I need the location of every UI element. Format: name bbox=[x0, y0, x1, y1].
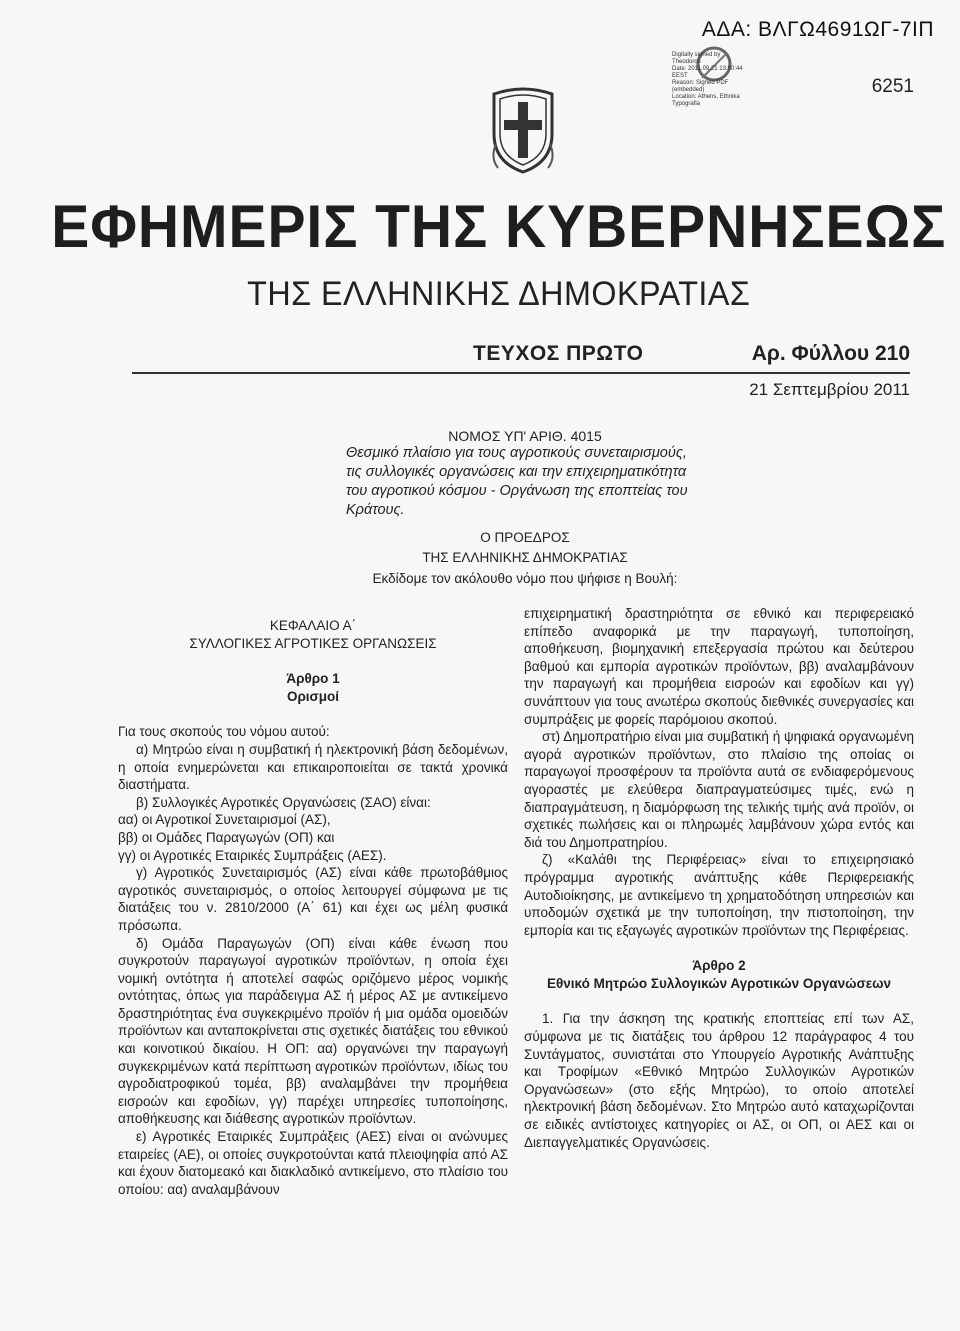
gazette-subtitle: ΤΗΣ ΕΛΛΗΝΙΚΗΣ ΔΗΜΟΚΡΑΤΙΑΣ bbox=[247, 275, 751, 313]
issue-label: ΤΕΥΧΟΣ ΠΡΩΤΟ bbox=[473, 342, 644, 365]
sig-line: Location: Athens, Ethnika bbox=[672, 94, 740, 100]
paragraph: στ) Δημοπρατήριο είναι μια συμβατική ή ψηφιακά οργανωμένη αγορά αγροτικών προϊόντων, στο πλαίσιο της οποίας οι παραγωγοί προσφέρουν τα προϊόντα αυτά σε ενδιαφερόμενους αγοραστές με ελεύθερα διαπραγματεύσιμες τιμές, ενώ η διαπραγμάτευση, η διαμόρφωση της τελικής τιμής ανά προϊόν, οι σχετικές πωλήσεις και οι πληρωμές λαμβάνουν χώρα εντός και διά του Δημοπρατηρίου. bbox=[524, 729, 914, 850]
ada-code: ΑΔΑ: ΒΛΓΩ4691ΩΓ-7ΙΠ bbox=[701, 18, 934, 41]
paragraph: Για τους σκοπούς του νόμου αυτού: bbox=[118, 724, 330, 740]
greek-coat-of-arms-icon bbox=[488, 84, 558, 176]
president-heading: Ο ΠΡΟΕΔΡΟΣ bbox=[480, 530, 570, 545]
republic-heading: ΤΗΣ ΕΛΛΗΝΙΚΗΣ ΔΗΜΟΚΡΑΤΙΑΣ bbox=[422, 550, 628, 565]
paragraph: 1. Για την άσκηση της κρατικής εποπτείας επί των ΑΣ, σύμφωνα με τις διατάξεις του άρθρου 12 παράγραφος 4 του Συντάγματος, συνιστάται στο Υπουργείο Αγροτικής Ανάπτυξης και Τροφίμων «Εθνικό Μητρώο Συλλογικών Αγροτικών Οργανώσεων» (στο εξής Μητρώο), το οποίο αποτελεί ηλεκτρονική βάση δεδομένων. Στο Μητρώο αυτό καταχωρίζονται σε ειδικές αντίστοιχες κατηγορίες οι ΑΣ, οι ΟΠ, οι ΑΕΣ και οι Διεπαγγελματικές Οργανώσεις. bbox=[524, 1011, 914, 1150]
gazette-title: ΕΦΗΜΕΡΙΣ ΤΗΣ ΚΥΒΕΡΝΗΣΕΩΣ bbox=[51, 193, 947, 260]
paragraph: β) Συλλογικές Αγροτικές Οργανώσεις (ΣΑΟ) είναι: bbox=[136, 794, 431, 810]
paragraph: αα) οι Αγροτικοί Συνεταιρισμοί (ΑΣ), bbox=[118, 812, 331, 828]
signature-text bbox=[672, 52, 743, 108]
chapter-number: ΚΕΦΑΛΑΙΟ Α΄ bbox=[269, 618, 357, 633]
header-rule bbox=[132, 372, 910, 374]
page-number: 6251 bbox=[871, 76, 914, 97]
sig-line: (embedded) bbox=[672, 87, 705, 93]
paragraph: γ) Αγροτικός Συνεταιρισμός (ΑΣ) είναι κάθε πρωτοβάθμιος αγροτικός συνεταιρισμός, ο οποίος λειτουργεί σύμφωνα με τις διατάξεις του ν. 2810/2000 (Α΄ 61) και έχει ως μέλη φυσικά πρόσωπα. bbox=[118, 865, 508, 933]
paragraph: δ) Ομάδα Παραγωγών (ΟΠ) είναι κάθε ένωση που συγκροτούν παραγωγοί αγροτικών προϊόντων, η οποία έχει νομική οντότητα ή αποτελεί σαφώς οριζόμενο μέρος νομικής οντότητας, όπως για παράδειγμα ΑΣ ή μέρος ΑΣ με αντικείμενο δραστηριότητας ένα συγκεκριμένο προϊόν ή μια ομάδα ομοειδών προϊόντων και ανταποκρίνεται στις σχετικές διατάξεις του εθνικού και κοινοτικού δικαίου. Η ΟΠ: αα) οργανώνει την παραγωγή συγκεκριμένων κατά περίπτωση αγροτικών προϊόντων, ιδίως του αγροδιατροφικού τομέα, ββ) αναλαμβάνει την προμήθεια εισροών και εφοδίων, γγ) παρέχει υπηρεσίες τυποποίησης, αποθήκευσης και διάθεσης αγροτικών προϊόντων. bbox=[118, 935, 508, 1127]
law-number: ΝΟΜΟΣ ΥΠ' ΑΡΙΘ. 4015 bbox=[448, 428, 602, 444]
sig-line: Digitally signed by bbox=[672, 52, 721, 58]
paragraph: α) Μητρώο είναι η συμβατική ή ηλεκτρονική βάση δεδομένων, η οποία ενημερώνεται και επικαιροποιείται σε τακτά χρονικά διαστήματα. bbox=[118, 741, 508, 793]
sig-line: Date: 2011.09.21 13:50:44 bbox=[672, 66, 743, 72]
sig-line: EEST bbox=[672, 73, 688, 79]
paragraph: γγ) οι Αγροτικές Εταιρικές Συμπράξεις (ΑΕΣ). bbox=[118, 847, 387, 863]
paragraph: ζ) «Καλάθι της Περιφέρειας» είναι το επιχειρησιακό πρόγραμμα αγροτικής ανάπτυξης κάθε Περιφερειακής Αυτοδιοίκησης, με αντικείμενο τη χρηματοδότηση υπηρεσιών και υποδομών σχετικά με την τυποποίηση, την πιστοποίηση, την εμπορία και τις εξαγωγές αγροτικών προϊόντων της Περιφέρειας. bbox=[524, 852, 914, 938]
sig-line: Reason: Signed PDF bbox=[672, 80, 729, 86]
right-column bbox=[524, 605, 914, 1151]
paragraph: ββ) οι Ομάδες Παραγωγών (ΟΠ) και bbox=[118, 829, 335, 845]
paragraph: ε) Αγροτικές Εταιρικές Συμπράξεις (ΑΕΣ) είναι οι ανώνυμες εταιρείες (ΑΕ), οι οποίες συγκροτούνται κατά πλειοψηφία από ΑΣ και έχουν διατομεακό και διακλαδικό αντικείμενο, στο πλαίσιο του οποίου: αα) αναλαμβάνουν bbox=[118, 1129, 508, 1197]
article-number: Άρθρο 1 bbox=[286, 671, 340, 687]
article-title: Ορισμοί bbox=[286, 688, 340, 704]
enactment-formula: Εκδίδομε τον ακόλουθο νόμο που ψήφισε η Βουλή: bbox=[372, 571, 678, 586]
issue-date: 21 Σεπτεμβρίου 2011 bbox=[749, 380, 910, 399]
left-column bbox=[118, 605, 508, 1198]
sig-line: Theodoros bbox=[672, 59, 701, 65]
article-title: Εθνικό Μητρώο Συλλογικών Αγροτικών Οργανώσεων bbox=[546, 975, 892, 991]
sig-line: Typografia bbox=[672, 101, 701, 107]
article-number: Άρθρο 2 bbox=[692, 958, 746, 974]
digital-signature-stamp bbox=[668, 44, 778, 108]
sheet-number: Αρ. Φύλλου 210 bbox=[751, 342, 910, 365]
paragraph: επιχειρηματική δραστηριότητα σε εθνικό και περιφερειακό επίπεδο αναφορικά με την παραγωγή, τυποποίηση, αποθήκευση, βιομηχανική επεξεργασία πρώτου και δεύτερου βαθμού και εμπορία αγροτικών προϊόντων, ββ) αναλαμβάνουν την παραγωγή και προμήθεια εισροών και εφοδίων και γγ) συνάπτουν για τους ανωτέρω σκοπούς διεθνικές συνεργασίες και συμπράξεις με φορείς παρόμοιου σκοπού. bbox=[524, 606, 914, 727]
chapter-title: ΣΥΛΛΟΓΙΚΕΣ ΑΓΡΟΤΙΚΕΣ ΟΡΓΑΝΩΣΕΙΣ bbox=[189, 635, 437, 651]
law-description: Θεσμικό πλαίσιο για τους αγροτικούς συνεταιρισμούς, τις συλλογικές οργανώσεις και την επιχειρηματικότητα του αγροτικού κόσμου - Οργάνωση της εποπτείας του Κράτους. bbox=[346, 445, 688, 518]
